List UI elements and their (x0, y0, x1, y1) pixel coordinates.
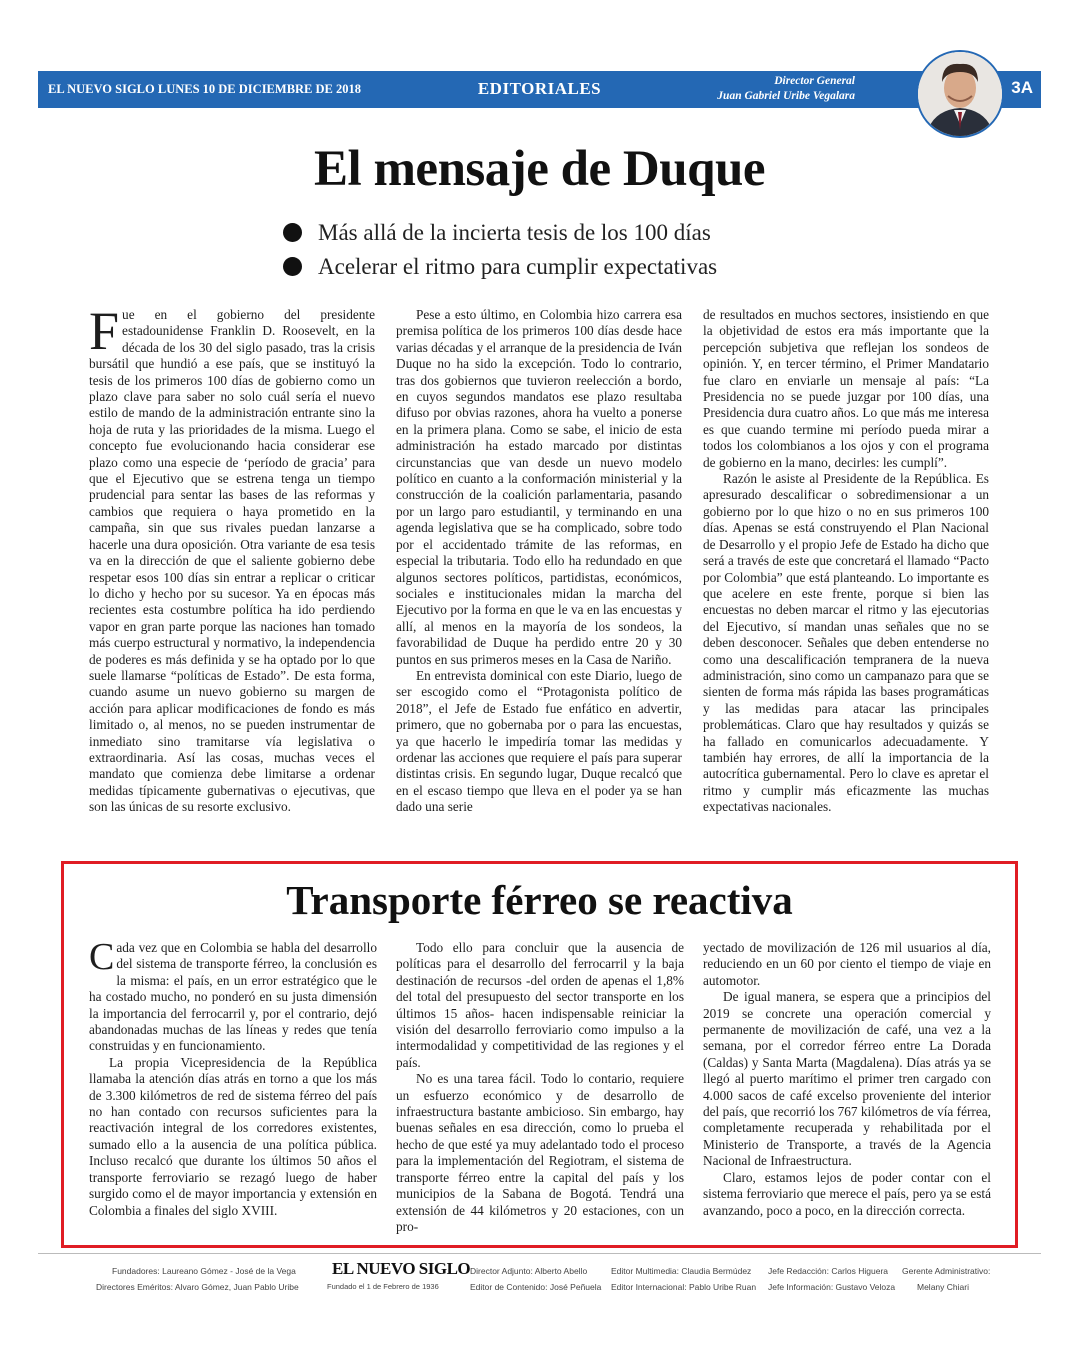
page-number: 3A (1011, 78, 1033, 97)
section-title: EDITORIALES (477, 79, 602, 98)
editorial1-column-3 (703, 307, 989, 816)
footer-adjunto: Director Adjunto: Alberto Abello (470, 1266, 588, 1276)
director-credit (717, 74, 855, 104)
editorial-title: El mensaje de Duque (314, 141, 765, 197)
value: Laureano Gómez - José de la Vega (162, 1266, 296, 1276)
footer-contenido: Editor de Contenido: José Peñuela (470, 1282, 602, 1292)
paragraph: ue en el gobierno del presidente estadounidense Franklin D. Roosevelt, en la década de los 30 del siglo pasado, tras la crisis bursátil que hundió a ese país, que se instituyó la tesis de los primeros 100 días de gobierno como un plazo clave para saber no solo cuál sería el nuevo estilo de mando de la administración entrante sino la hoja de ruta y las prioridades de la misma. Luego el concepto fue evolucionando hacia considerar ese plazo como una especie de ‘período de gracia’ para que el Ejecutivo que se estrena tenga un tiempo prudencial para sentar las bases de las reformas y cambios que requiera o haya prometido en la campaña, sin que sus rivales puedan lanzarse a hacerle una dura oposición. Otra variante de esa tesis va en la dirección de que el saliente gobierno debe respetar esos 100 días sin entrar a replicar o criticar lo dicho y hecho por su sucesor. Ya en épocas más recientes esta costumbre política ha ido perdiendo vapor en gran parte porque las naciones han tomado más cuerpo estructural y normativo, la independencia de poderes es más definida y se ha optado por lo que suele llamarse “políticas de Estado”. De esta forma, cuando asume un nuevo gobierno su margen de acción para aplicar modificaciones de fondo es más limitado o, al menos, no se pueden instrumentar de inmediato sino tramitarse vía legislativa o extraordinaria. Así las cosas, muchas veces el mandato que comienza debe limitarse a ordenar medidas típicamente gubernativas o ejecutivas, que son las únicas de su resorte exclusivo. (89, 307, 375, 815)
paragraph: Todo ello para concluir que la ausencia de políticas para el desarrollo del ferrocarril y la baja destinación de recursos -del orden de apenas el 1,8% del total del presupuesto del sector transporte en los últimos 15 años- hacen indispensable reiniciar la visión del desarrollo ferroviario como impulso a la intermodalidad y competitividad de las regiones y el país. (396, 940, 684, 1070)
masthead-date: EL NUEVO SIGLO LUNES 10 DE DICIEMBRE DE 2018 (48, 82, 362, 96)
paragraph: No es una tarea fácil. Todo lo contario, requiere un esfuerzo económico y de desarrollo de infraestructura bastante ambicioso. Sin embargo, hay buenas señales en esa dirección, como lo prueba el hecho de que esté ya muy adelantado todo el proceso para la implementación del Regiotram, el sistema de transporte férreo entre la capital del país y los municipios de la Sabana de Bogotá. Tendrá una extensión de 44 kilómetros y 20 estaciones, con un pro- (396, 1071, 684, 1234)
paragraph: En entrevista dominical con este Diario, luego de ser escogido como el “Protagonista político de 2018”, el Jefe de Estado fue enfático en advertir, primero, que no gobernaba por o para las encuestas, ya que hacerlo le impediría tomar las medidas y ordenar las acciones que requiere el país para superar distintas crisis. En segundo lugar, Duque recalcó que en el escaso tiempo que lleva en el poder ya se han dado una serie (396, 667, 682, 815)
footer-gerente: Melany Chiari (917, 1282, 969, 1292)
footer-gerente-label: Gerente Administrativo: (902, 1266, 991, 1276)
footer-redaccion: Jefe Redacción: Carlos Higuera (768, 1266, 889, 1276)
editorial2-column-1 (89, 936, 377, 1219)
paragraph: de resultados en muchos sectores, insistiendo en que la objetividad de estos era más importante que la percepción subjetiva que reflejan los sondeos de opinión. Y, en tercer término, el Primer Mandatario fue claro en enviarle un mensaje al país: “La Presidencia no se puede juzgar por 100 días, una Presidencia dura cuatro años. Lo que más me interesa es que cuando termine mi período pueda mirar a todos los colombianos a los ojos y con el programa de gobierno en la mano, decirles: les cumplí”. (703, 307, 989, 470)
paragraph: ada vez que en Colombia se habla del desarrollo del sistema de transporte férreo, la conclusión es la misma: el país, en un error estratégico que le ha costado mucho, no ponderó en su justa dimensión la importancia del ferrocarril y, por el contrario, dejó abandonadas muchas de las líneas y redes que tenía construidas y en funcionamiento. (89, 940, 377, 1054)
drop-cap: F (89, 301, 120, 361)
paragraph: Razón le asiste al Presidente de la República. Es apresurado descalificar o sobredimensionar a un gobierno por lo que hizo o no en sus primeros 100 días. Apenas se está construyendo el Plan Nacional de Desarrollo y el propio Jefe de Estado ha dicho que será a través de este que concretará el llamado “Pacto por Colombia” que está planteando. Lo importante es que acelere en este frente, porque si bien las encuestas no deben marcar el ritmo y las ejecutorias del Ejecutivo, sí mandan unas señales que no se deben desconocer. Señales que deben entenderse no como una descalificación tempranera de la nueva administración, sino como un campanazo para que se sienten de forma más rápida las bases programáticas y las medidas para atacar las principales problemáticas. Claro que hay resultados y quizás se ha fallado en comunicarlos adecuadamente. Y también hay errores, de allí la importancia de la autocrítica gubernamental. Pero lo clave es apretar el ritmo y cumplir más eficazmente las muchas expectativas nacionales. (703, 471, 989, 815)
director-photo (916, 50, 1004, 138)
bullet-text: Más allá de la incierta tesis de los 100 días (318, 220, 711, 245)
editorial2-title: Transporte férreo se reactiva (286, 877, 793, 923)
paragraph: Claro, estamos lejos de poder contar con el sistema ferroviario que merece el país, pero ya se está avanzando, poco a poco, en la dirección correcta. (703, 1169, 991, 1218)
value: Alvaro Gómez, Juan Pablo Uribe (174, 1282, 299, 1292)
footer-informacion: Jefe Información: Gustavo Veloza (768, 1282, 896, 1292)
director-role: Director General (774, 75, 855, 87)
footer-multimedia: Editor Multimedia: Claudia Bermúdez (611, 1266, 752, 1276)
subhead-bullet-2 (283, 254, 717, 280)
director-name: Juan Gabriel Uribe Vegalara (717, 90, 855, 102)
drop-cap: C (89, 936, 115, 978)
footer-founders (112, 1266, 296, 1276)
label: Directores Eméritos: (96, 1282, 173, 1292)
editorial2-column-2 (396, 940, 684, 1235)
bullet-icon (283, 257, 302, 276)
bullet-icon (283, 223, 302, 242)
founded-date: Fundado el 1 de Febrero de 1936 (327, 1282, 439, 1291)
paragraph: Pese a esto último, en Colombia hizo carrera esa premisa política de los primeros 100 días desde hace varias décadas y el arranque de la presidencia de Iván Duque no ha sido la excepción. Todo lo contrario, tras dos gobiernos que tuvieron reelección a bordo, en cuyos segundos mandatos ese plazo resultaba difuso por obvias razones, ahora ha vuelto a ponerse en la primera plana. Como se sabe, el inicio de esta administración ha estado marcado por distintas circunstancias que van desde un nuevo modelo político en cuanto a la conformación ministerial y la construcción de la coalición parlamentaria, pasando por un largo paro estudiantil, y terminando en una agenda legislativa que se ha complicado, sobre todo por el accidentado trámite de las reformas, en especial la tributaria. Todo ello ha redundado en que algunos sectores políticos, partidistas, económicos, sociales e institucionales midan la marcha del Ejecutivo por la forma en que le va en las encuestas y allí, al menos en la mayoría de los sondeos, la favorabilidad de Duque ha perdido entre 20 y 30 puntos en sus primeros meses en la Casa de Nariño. (396, 307, 682, 667)
paragraph: La propia Vicepresidencia de la República llamaba la atención días atrás en torno a que los más de 3.300 kilómetros de red de sistema férreo del país no han contado con recursos suficientes para la reactivación integral de los corredores existentes, sumado ello a la ausencia de una política pública. Incluso recalcó que durante los últimos 50 años el transporte ferroviario se rezagó luego de haber surgido como el de mayor importancia y extensión en Colombia a finales del siglo XVIII. (89, 1054, 377, 1218)
masthead-bar (38, 71, 1041, 108)
footer-divider (38, 1253, 1041, 1254)
editorial1-column-2 (396, 307, 682, 816)
label: Fundadores: (112, 1266, 160, 1276)
newspaper-logo: EL NUEVO SIGLO (332, 1259, 471, 1278)
footer-internacional: Editor Internacional: Pablo Uribe Ruan (611, 1282, 757, 1292)
editorial1-column-1 (89, 301, 375, 816)
editorial2-column-3 (703, 940, 991, 1219)
footer-emeritus (96, 1282, 299, 1292)
paragraph: yectado de movilización de 126 mil usuarios al día, reduciendo en un 60 por ciento el tiempo de viaje en automotor. (703, 940, 991, 988)
bullet-text: Acelerar el ritmo para cumplir expectativas (318, 254, 718, 279)
paragraph: De igual manera, se espera que a principios del 2019 se concrete una operación comercial y permanente de movilización de café, una vez a la semana, por el corredor férreo entre La Dorada (Caldas) y Santa Marta (Magdalena). Días atrás ya se llegó al puerto marítimo el primer tren cargado con 4.000 sacos de café excelso proveniente del interior del país, que recorrió los 767 kilómetros de vía férrea, completamente recuperada y rehabilitada por el Ministerio de Transporte, a través de la Agencia Nacional de Infraestructura. (703, 989, 991, 1169)
subhead-bullet-1 (283, 220, 711, 246)
